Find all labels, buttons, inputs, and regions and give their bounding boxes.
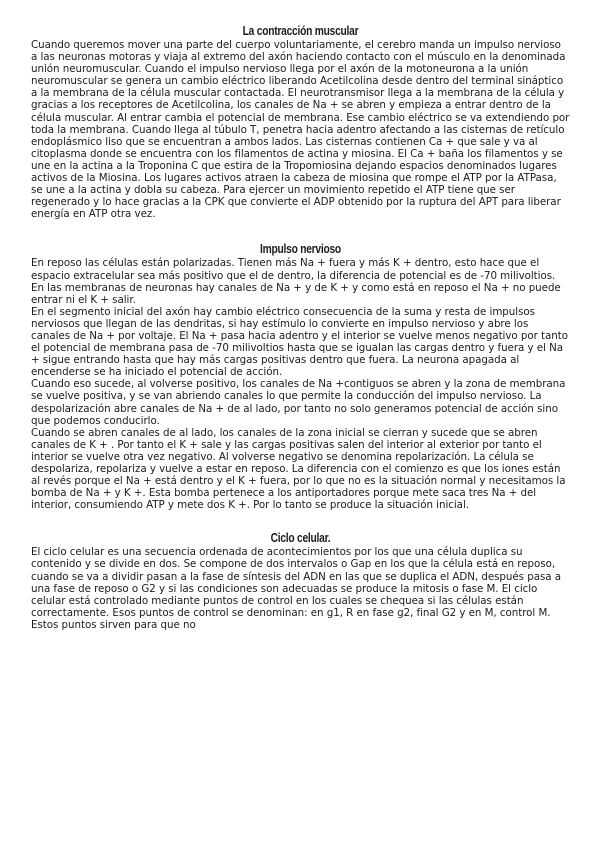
paragraph: En el segmento inicial del axón hay cambio eléctrico consecuencia de la suma y resta de impulsos nerviosos que llegan de las dendritas, si hay estímulo lo convierte en impulso nervioso y abre los canales de Na + por voltaje. El Na + pasa hacia adentro y el interior se vuelve menos negativo por tanto el potencial de membrana pasa de -70 milivoltios hasta que se igualan las cargas dentro y fuera y el Na + sigue entrando hasta que hay más cargas positivas dentro que fuera. La neurona apagada al encenderse se ha iniciado el potencial de acción. — [31, 305, 568, 379]
paragraph: Cuando eso sucede, al volverse positivo, los canales de Na +contiguos se abren y la zona de membrana se vuelve positiva, y se van abriendo canales lo que permite la conducción del impulso nervioso. La despolarización abre canales de Na + de al lado, por tanto no solo generamos potencial de acción sino que podemos conducirlo. — [31, 378, 566, 427]
paragraph: En reposo las células están polarizadas. Tienen más Na + fuera y más K + dentro, esto hace que el espacio extracelular sea más positivo que el de dentro, la diferencia de potencial es de -70 milivoltios. En las membranas de neuronas hay canales de Na + y de K + y como está en reposo el Na + no puede entrar ni el K + salir. — [31, 257, 561, 306]
section-title-cell-cycle: Ciclo celular. — [270, 531, 331, 546]
section-title-muscle-contraction: La contracción muscular — [242, 24, 359, 38]
paragraph: Cuando queremos mover una parte del cuerpo voluntariamente, el cerebro manda un impulso nervioso a las neuronas motoras y viaja al extremo del axón haciendo contacto con el músculo en la denominada unión neuromuscular. Cuando el impulso nervioso llega por el axón de la motoneurona a la unión neuromuscular se genera un cambio eléctrico liberando Acetilcolina desde dentro del terminal sináptico a la membrana de la célula muscular contactada. El neurotransmisor llega a la membrana de la célula y gracias a los receptores de Acetilcolina, los canales de Na + se abren y empieza a entrar dentro de la célula muscular. Al entrar cambia el potencial de membrana. Ese cambio eléctrico se va extendiendo por toda la membrana. Cuando llega al túbulo T, penetra hacia adentro afectando a las cisternas de retículo endoplásmico liso que se encuentran a ambos lados. Las cisternas contienen Ca + que sale y va al citoplasma donde se encuentra con los filamentos de actina y miosina. El Ca + baña los filamentos y se une en la actina a la Troponina C que estira de la Tropomiosina dejando espacios denominados lugares activos de la Miosina. Los lugares activos atraen la cabeza de miosina que rompe el ATP por la ATPasa, se une a la actina y dobla su cabeza. Para ejercer un movimiento repetido el ATP tiene que ser regenerado y lo hace gracias a la CPK que convierte el ADP obtenido por la ruptura del APT para liberar energía en ATP otra vez. — [31, 39, 570, 221]
section-title-nerve-impulse: Impulso nervioso — [260, 242, 341, 257]
paragraph: Cuando se abren canales de al lado, los canales de la zona inicial se cierran y sucede que se abren canales de K + . Por tanto el K + sale y las cargas positivas salen del interior al exterior por tanto el interior se vuelve otra vez negativo. Al volverse negativo se denomina repolarización. La célula se despolariza, repolariza y vuelve a estar en reposo. La diferencia con el comienzo es que los iones están al revés porque el Na + está dentro y el K + fuera, por lo que no es la situación normal y necesitamos la bomba de Na + y K +. Esta bomba pertenece a los antiportadores porque mete saca tres Na + del interior, consumiendo ATP y mete dos K +. Por lo tanto se produce la situación inicial. — [31, 426, 566, 512]
paragraph: El ciclo celular es una secuencia ordenada de acontecimientos por los que una célula duplica su contenido y se divide en dos. Se compone de dos intervalos o Gap en los que la célula está en reposo, cuando se va a dividir pasan a la fase de síntesis del ADN en las que se duplica el ADN, después pasa a una fase de reposo o G2 y si las condiciones son adecuadas se produce la mitosis o fase M. El ciclo celular está controlado mediante puntos de control en los cuales se chequea si las células están correctamente. Esos puntos de control se denominan: en g1, R en fase g2, final G2 y en M, control M. Estos puntos sirven para que no — [31, 546, 562, 631]
